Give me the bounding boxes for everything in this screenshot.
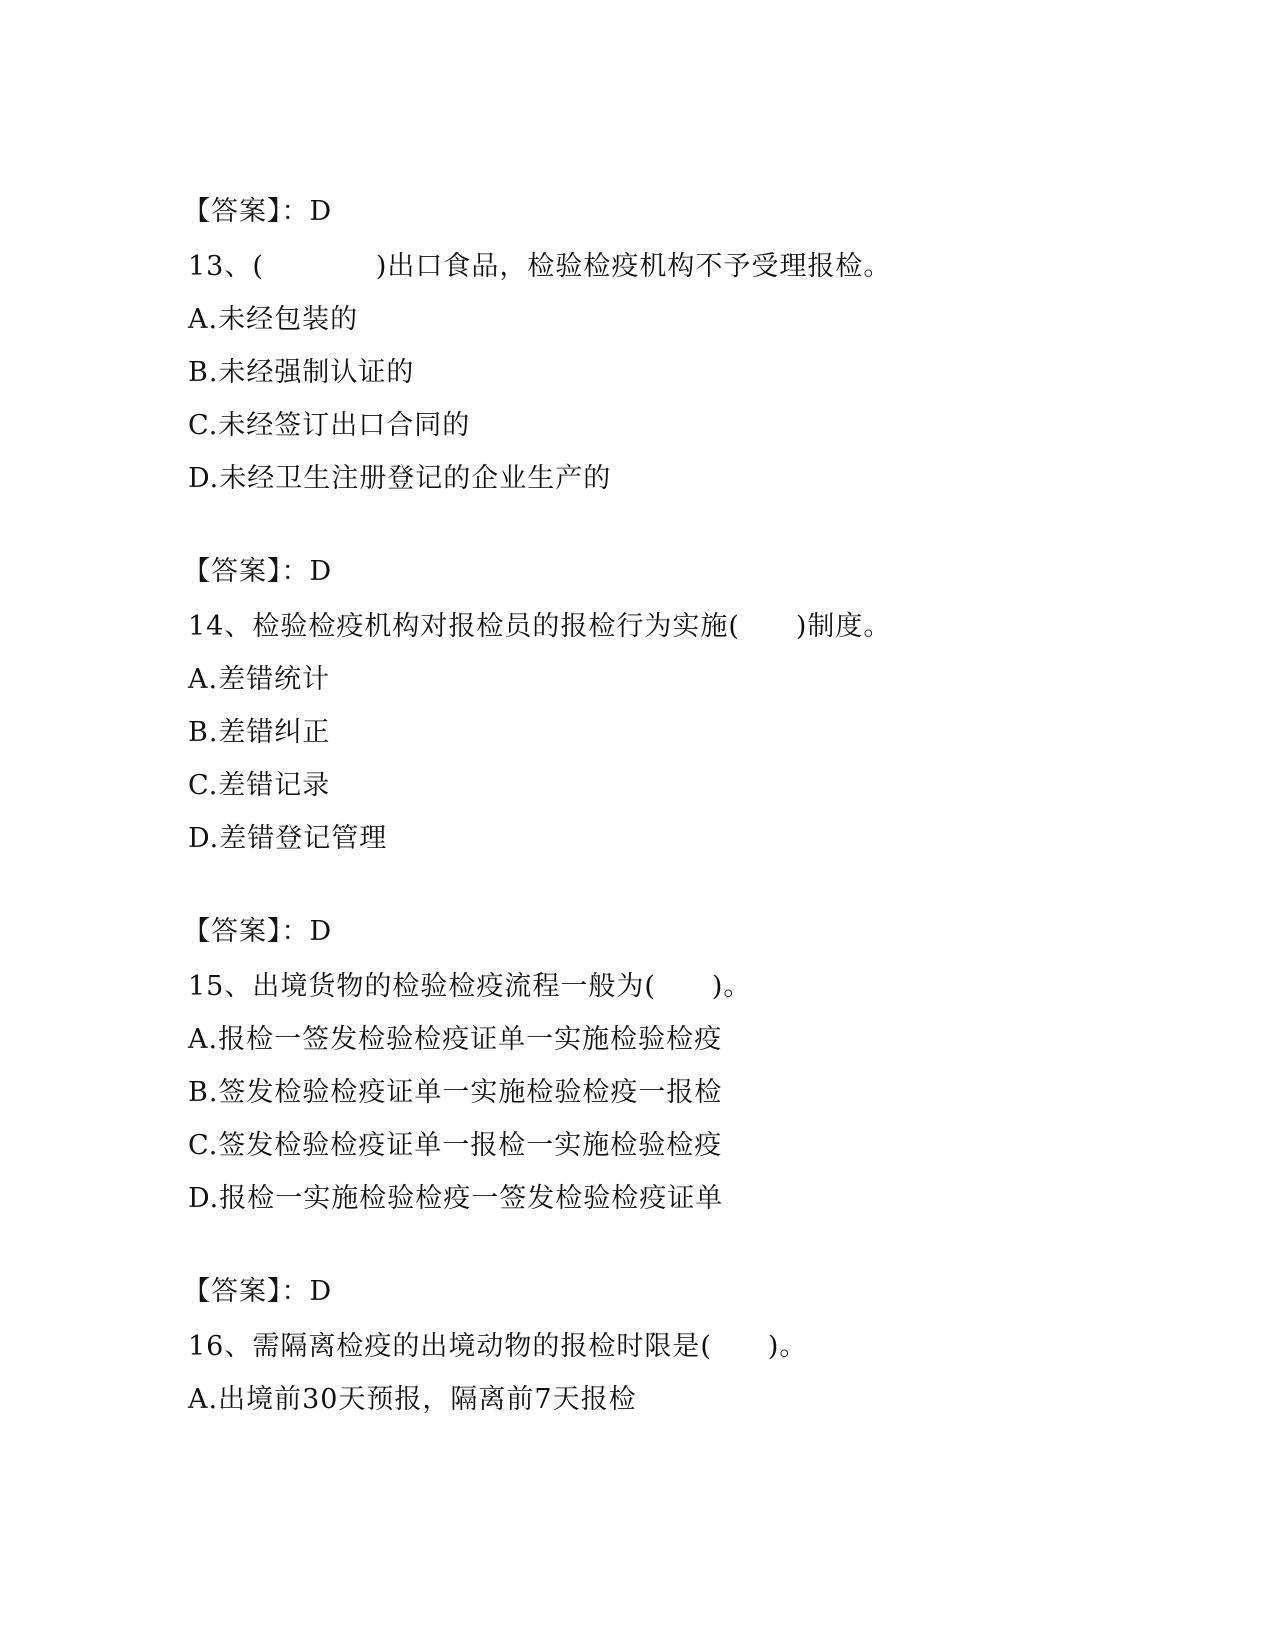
option-15-c: C.签发检验检疫证单一报检一实施检验检疫 — [188, 1130, 723, 1161]
option-13-d: D.未经卫生注册登记的企业生产的 — [188, 463, 612, 494]
option-14-b: B.差错纠正 — [188, 717, 331, 748]
question-15: 15、出境货物的检验检疫流程一般为( )。 — [188, 971, 752, 1002]
option-13-c: C.未经签订出口合同的 — [188, 410, 471, 441]
answer-line-12: 【答案】：D — [183, 196, 333, 227]
answer-line-13: 【答案】：D — [183, 556, 333, 587]
option-14-d: D.差错登记管理 — [188, 823, 388, 854]
option-14-c: C.差错记录 — [188, 770, 331, 801]
option-15-b: B.签发检验检疫证单一实施检验检疫一报检 — [188, 1077, 723, 1108]
option-13-a: A.未经包装的 — [188, 304, 359, 335]
option-13-b: B.未经强制认证的 — [188, 357, 415, 388]
option-14-a: A.差错统计 — [188, 664, 331, 695]
question-13: 13、( )出口食品，检验检疫机构不予受理报检。 — [188, 251, 892, 282]
answer-line-15: 【答案】：D — [183, 1276, 333, 1307]
question-16: 16、需隔离检疫的出境动物的报检时限是( )。 — [188, 1331, 808, 1362]
question-14: 14、检验检疫机构对报检员的报检行为实施( )制度。 — [188, 611, 892, 642]
option-15-d: D.报检一实施检验检疫一签发检验检疫证单 — [188, 1183, 724, 1214]
option-15-a: A.报检一签发检验检疫证单一实施检验检疫 — [188, 1024, 723, 1055]
option-16-a: A.出境前30天预报，隔离前7天报检 — [188, 1384, 637, 1415]
answer-line-14: 【答案】：D — [183, 916, 333, 947]
